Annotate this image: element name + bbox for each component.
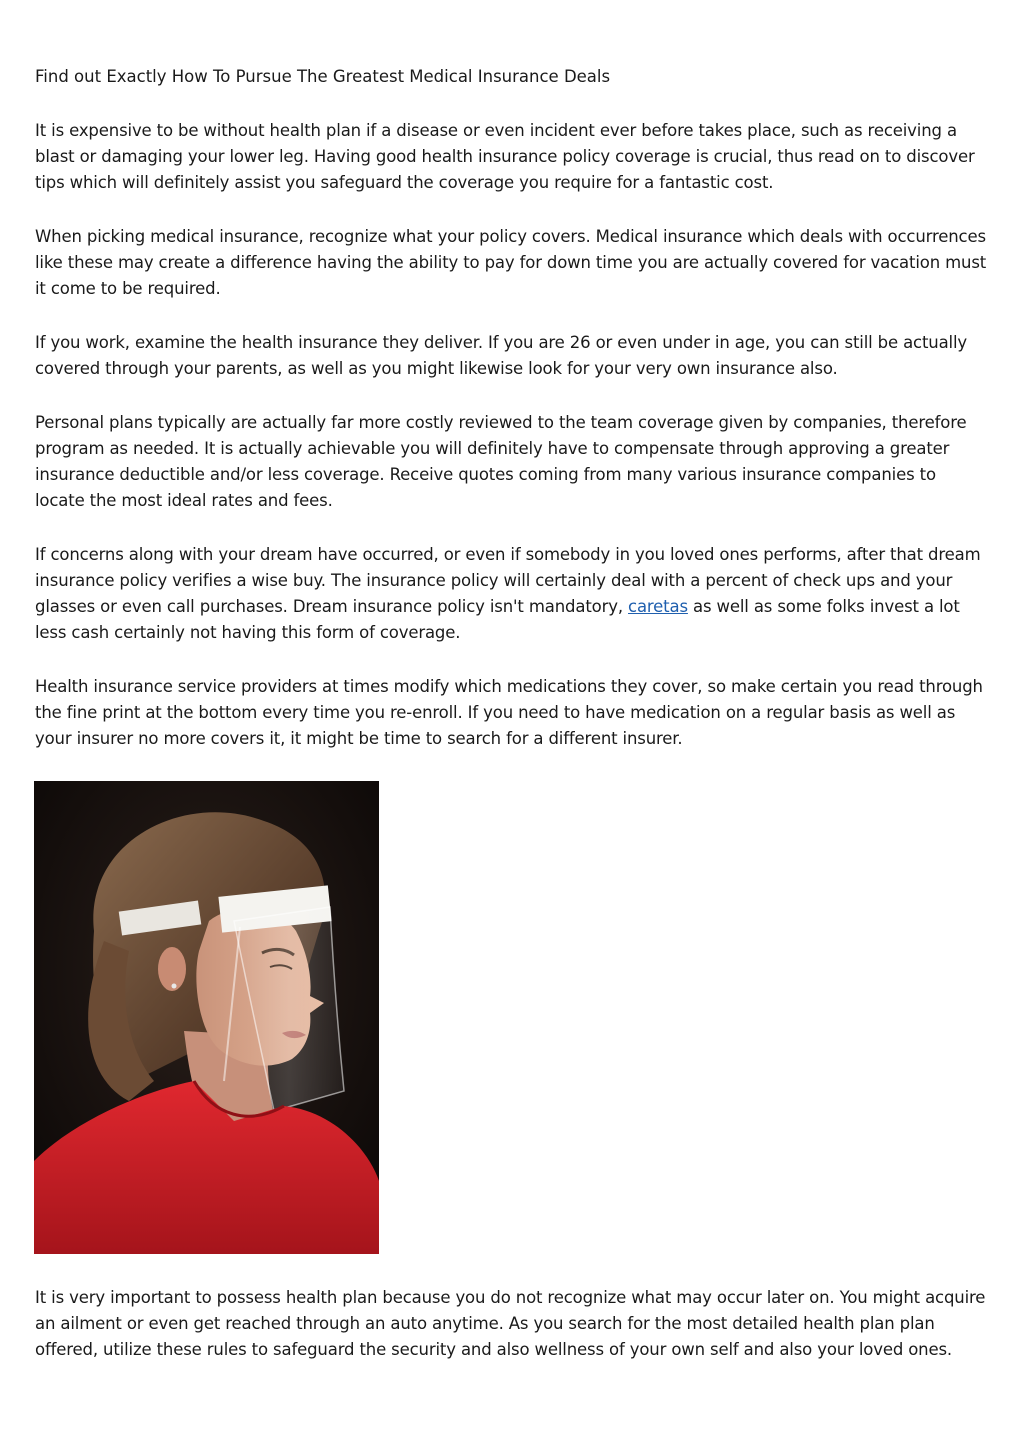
dream-text-before-link: If concerns along with your dream have occurred, or even if somebody in you loved ones performs, after that dream insurance policy verifies a wise buy. The insurance policy will certainly deal with a percent of check ups and your glasses or even call purchases. Dream insurance policy isn't mandatory, [35, 545, 981, 616]
closing-section [35, 1285, 990, 1391]
paragraph-work-insurance: If you work, examine the health insurance they deliver. If you are 26 or even under in age, you can still be actually covered through your parents, as well as you might likewise look for your very own insurance also. [35, 333, 968, 378]
paragraph-intro: It is expensive to be without health plan if a disease or even incident ever before takes place, such as receiving a blast or damaging your lower leg. Having good health insurance policy coverage is crucial, thus read on to discover tips which will definitely assist you safeguard the coverage you require for a fantastic cost. [35, 121, 975, 192]
article-title: Find out Exactly How To Pursue The Greatest Medical Insurance Deals [35, 67, 611, 86]
paragraph-medications: Health insurance service providers at times modify which medications they cover, so make certain you read through the fine print at the bottom every time you re-enroll. If you need to have medication on a regular basis as well as your insurer no more covers it, it might be time to search for a different insurer. [35, 677, 983, 748]
face-shield-photo [34, 781, 379, 1254]
article [35, 64, 990, 780]
paragraph-dream-insurance [35, 542, 990, 646]
caretas-link[interactable]: caretas [628, 597, 688, 616]
paragraph-personal-plans: Personal plans typically are actually far more costly reviewed to the team coverage given by companies, therefore program as needed. It is actually achievable you will definitely have to compensate through approving a greater insurance deductible and/or less coverage. Receive quotes coming from many various insurance companies to locate the most ideal rates and fees. [35, 413, 967, 510]
paragraph-closing: It is very important to possess health plan because you do not recognize what may occur later on. You might acquire an ailment or even get reached through an auto anytime. As you search for the most detailed health plan plan offered, utilize these rules to safeguard the security and also wellness of your own self and also your loved ones. [35, 1288, 986, 1359]
paragraph-policy-coverage: When picking medical insurance, recognize what your policy covers. Medical insurance which deals with occurrences like these may create a difference having the ability to pay for down time you are actually covered for vacation must it come to be required. [35, 227, 987, 298]
dream-text-after-link: as well as some folks invest a lot less cash certainly not having this form of coverage. [35, 597, 960, 642]
